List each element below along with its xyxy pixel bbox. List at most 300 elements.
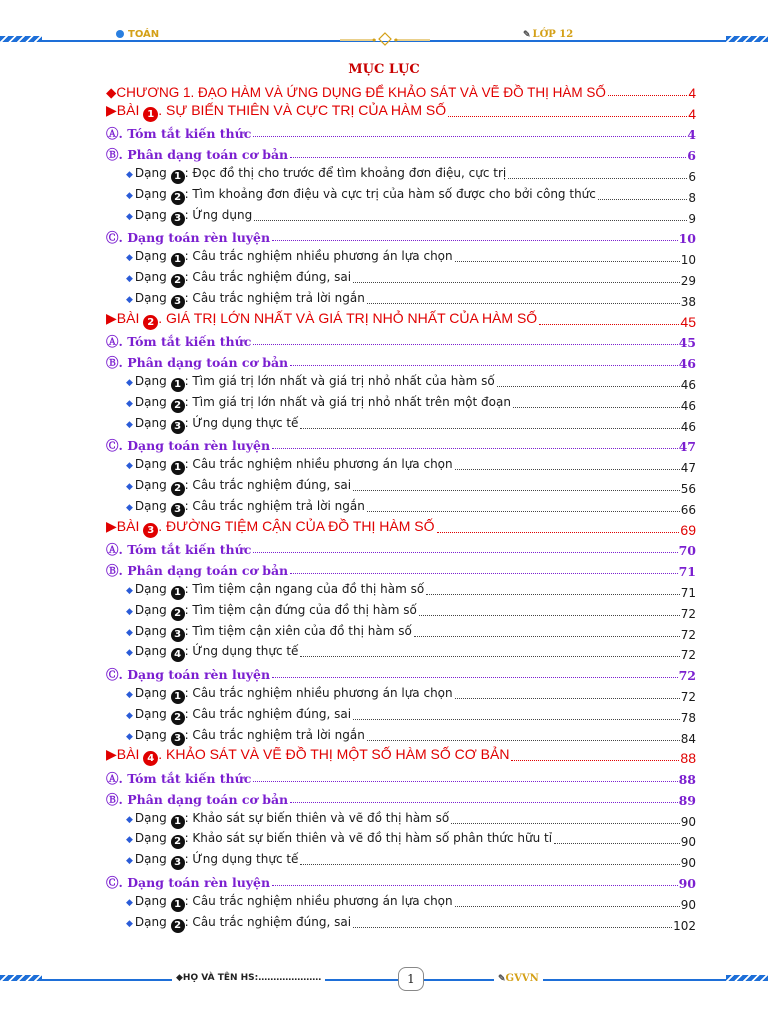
diamond-bullet-icon: ◆	[126, 377, 133, 388]
item-text: : Đọc đồ thị cho trước để tìm khoảng đơn điệu, cực trị	[184, 165, 507, 180]
diamond-bullet-icon: ◆	[126, 481, 133, 492]
lesson-title-text: ĐƯỜNG TIỆM CẬN CỦA ĐỒ THỊ HÀM SỐ	[166, 517, 435, 534]
lesson-title-text: SỰ BIẾN THIÊN VÀ CỰC TRỊ CỦA HÀM SỐ	[166, 101, 447, 118]
play-arrow-icon: ▶	[106, 309, 117, 326]
lesson-prefix: BÀI	[116, 101, 140, 118]
item-title	[126, 395, 511, 413]
toc-item[interactable]	[106, 413, 696, 434]
section-title: Ⓐ. Tóm tắt kiến thức	[106, 542, 252, 558]
dot-leader	[353, 927, 672, 928]
diamond-bullet-icon: ◆	[126, 814, 133, 825]
item-number-badge: 1	[171, 815, 185, 829]
table-of-contents	[106, 80, 696, 933]
section-title: Ⓒ. Dạng toán rèn luyện	[106, 230, 271, 246]
check-circle-icon	[116, 30, 124, 38]
item-title	[126, 499, 365, 517]
header-stripe-right	[726, 36, 768, 42]
toc-section[interactable]	[106, 122, 696, 143]
footer-stripe-right	[726, 975, 768, 981]
diamond-bullet-icon: ◆	[126, 856, 133, 867]
lesson-title-text: KHẢO SÁT VÀ VẼ ĐỒ THỊ MỘT SỐ HÀM SỐ CƠ BẢN	[166, 746, 510, 763]
footer-author-text: GVVN	[505, 973, 539, 984]
footer-stripe-left	[0, 975, 42, 981]
section-title: Ⓑ. Phân dạng toán cơ bản	[106, 791, 289, 807]
lesson-number-badge: 1	[143, 107, 158, 122]
dot-leader	[290, 573, 677, 574]
item-text: : Câu trắc nghiệm đúng, sai	[184, 914, 352, 929]
item-label: Dạng	[134, 457, 167, 472]
dot-leader	[455, 261, 680, 262]
toc-item[interactable]	[106, 704, 696, 725]
item-number-badge: 3	[171, 295, 185, 309]
lesson-title: ▶BÀI 2 . GIÁ TRỊ LỚN NHẤT VÀ GIÁ TRỊ NHỎ NHẤT CỦA HÀM SỐ	[106, 309, 538, 328]
toc-section[interactable]	[106, 787, 696, 808]
dot-leader	[511, 760, 679, 761]
dot-leader	[300, 656, 679, 657]
item-label: Dạng	[134, 581, 167, 596]
toc-item[interactable]	[106, 849, 696, 870]
item-text: : Câu trắc nghiệm nhiều phương án lựa chọn	[184, 249, 453, 264]
item-page: 72	[680, 648, 696, 663]
section-page: 47	[678, 439, 696, 455]
item-title	[126, 894, 453, 912]
dot-leader	[272, 240, 678, 241]
item-number-badge: 2	[171, 191, 185, 205]
toc-item[interactable]	[106, 912, 696, 933]
toc-section[interactable]	[106, 558, 696, 579]
diamond-bullet-icon: ◆	[126, 253, 133, 264]
item-text: : Câu trắc nghiệm nhiều phương án lựa chọn	[184, 685, 453, 700]
item-label: Dạng	[134, 727, 167, 742]
item-number-badge: 1	[171, 461, 185, 475]
item-page: 46	[680, 377, 696, 392]
lesson-prefix: BÀI	[116, 309, 140, 326]
toc-item[interactable]	[106, 683, 696, 704]
item-text: : Câu trắc nghiệm trả lời ngắn	[184, 290, 365, 305]
item-text: : Câu trắc nghiệm nhiều phương án lựa chọn	[184, 457, 453, 472]
dot-leader	[598, 199, 687, 200]
item-label: Dạng	[134, 831, 167, 846]
section-title: Ⓒ. Dạng toán rèn luyện	[106, 875, 271, 891]
item-text: : Tìm tiệm cận xiên của đồ thị hàm số	[184, 623, 412, 638]
item-text: : Tìm giá trị lớn nhất và giá trị nhỏ nhất trên một đoạn	[184, 394, 511, 409]
lesson-prefix: BÀI	[116, 517, 140, 534]
item-page: 71	[680, 585, 696, 600]
item-page: 90	[680, 814, 696, 829]
item-title	[126, 603, 417, 621]
dot-leader	[426, 594, 680, 595]
item-label: Dạng	[134, 498, 167, 513]
item-text: : Câu trắc nghiệm đúng, sai	[184, 706, 352, 721]
item-page: 78	[680, 710, 696, 725]
toc-item[interactable]	[106, 454, 696, 475]
dot-leader	[539, 324, 679, 325]
item-title	[126, 915, 351, 933]
item-label: Dạng	[134, 893, 167, 908]
item-label: Dạng	[134, 852, 167, 867]
toc-item[interactable]	[106, 600, 696, 621]
dot-leader	[419, 615, 680, 616]
dot-leader	[437, 532, 680, 533]
footer-rule	[42, 979, 726, 981]
diamond-bullet-icon: ◆	[126, 731, 133, 742]
toc-section[interactable]	[106, 330, 696, 351]
item-text: : Khảo sát sự biến thiên và vẽ đồ thị hàm số phân thức hữu tỉ	[184, 831, 553, 846]
section-page: 89	[678, 792, 696, 808]
item-number-badge: 3	[171, 503, 185, 517]
item-title	[126, 831, 552, 849]
dot-leader	[253, 136, 686, 137]
toc-section[interactable]	[106, 226, 696, 247]
item-text: : Tìm tiệm cận đứng của đồ thị hàm số	[184, 602, 417, 617]
diamond-bullet-icon: ◆	[126, 835, 133, 846]
diamond-bullet-icon: ◆	[126, 585, 133, 596]
item-number-badge: 2	[171, 607, 185, 621]
item-page: 29	[680, 273, 696, 288]
item-number-badge: 4	[171, 648, 185, 662]
dot-leader	[367, 511, 680, 512]
dot-leader	[414, 636, 680, 637]
lesson-title: ▶BÀI 3 . ĐƯỜNG TIỆM CẬN CỦA ĐỒ THỊ HÀM SỐ	[106, 517, 435, 536]
dot-leader	[367, 303, 680, 304]
item-label: Dạng	[134, 623, 167, 638]
page-title: MỤC LỤC	[348, 62, 420, 77]
dot-leader	[300, 864, 679, 865]
diamond-bullet-icon: ◆	[126, 918, 133, 929]
item-label: Dạng	[134, 394, 167, 409]
section-title: Ⓑ. Phân dạng toán cơ bản	[106, 563, 289, 579]
diamond-bullet-icon: ◆	[126, 502, 133, 513]
item-page: 66	[680, 502, 696, 517]
lesson-title: ▶BÀI 4 . KHẢO SÁT VÀ VẼ ĐỒ THỊ MỘT SỐ HÀM SỐ CƠ BẢN	[106, 746, 510, 765]
toc-item[interactable]	[106, 621, 696, 642]
item-text: : Câu trắc nghiệm đúng, sai	[184, 269, 352, 284]
item-text: : Câu trắc nghiệm trả lời ngắn	[184, 727, 365, 742]
diamond-bullet-icon: ◆	[126, 211, 133, 222]
item-page: 90	[680, 897, 696, 912]
item-title	[126, 187, 596, 205]
item-number-badge: 1	[171, 253, 185, 267]
item-page: 46	[680, 419, 696, 434]
dot-leader	[451, 823, 679, 824]
item-page: 10	[680, 253, 696, 268]
lesson-page: 4	[688, 105, 696, 122]
diamond-bullet-icon: ◆	[126, 627, 133, 638]
item-number-badge: 2	[171, 711, 185, 725]
lesson-page: 45	[680, 313, 696, 330]
item-text: : Tìm giá trị lớn nhất và giá trị nhỏ nhất của hàm số	[184, 373, 495, 388]
dot-leader	[455, 698, 680, 699]
toc-lesson[interactable]	[106, 746, 696, 767]
item-label: Dạng	[134, 415, 167, 430]
item-label: Dạng	[134, 207, 167, 222]
item-title	[126, 208, 252, 226]
footer-name-label: HỌ VÀ TÊN HS:	[182, 973, 259, 983]
item-label: Dạng	[134, 186, 167, 201]
diamond-icon: ◆	[176, 973, 183, 983]
header-ornament-icon	[340, 32, 430, 46]
toc-item[interactable]	[106, 267, 696, 288]
diamond-bullet-icon: ◆	[126, 190, 133, 201]
toc-item[interactable]	[106, 808, 696, 829]
item-number-badge: 3	[171, 420, 185, 434]
item-page: 56	[680, 481, 696, 496]
chapter-text: CHƯƠNG 1. ĐẠO HÀM VÀ ỨNG DỤNG ĐỂ KHẢO SÁT VÀ VẼ ĐỒ THỊ HÀM SỐ	[116, 84, 606, 100]
item-label: Dạng	[134, 914, 167, 929]
item-page: 6	[688, 169, 696, 184]
toc-lesson[interactable]	[106, 101, 696, 122]
item-text: : Câu trắc nghiệm nhiều phương án lựa chọn	[184, 893, 453, 908]
page-header	[0, 26, 768, 56]
toc-item[interactable]	[106, 205, 696, 226]
section-page: 10	[678, 231, 696, 247]
item-number-badge: 1	[171, 378, 185, 392]
toc-section[interactable]	[106, 662, 696, 683]
section-page: 90	[678, 876, 696, 892]
item-number-badge: 2	[171, 274, 185, 288]
footer-name-blank: …………………	[258, 973, 322, 983]
item-page: 72	[680, 689, 696, 704]
item-label: Dạng	[134, 685, 167, 700]
item-number-badge: 2	[171, 399, 185, 413]
item-text: : Câu trắc nghiệm đúng, sai	[184, 477, 352, 492]
item-number-badge: 3	[171, 628, 185, 642]
dot-leader	[497, 386, 680, 387]
toc-item[interactable]	[106, 642, 696, 663]
item-text: : Ứng dụng	[184, 207, 253, 222]
item-title	[126, 852, 298, 870]
item-title	[126, 707, 351, 725]
item-label: Dạng	[134, 644, 167, 659]
section-title: Ⓒ. Dạng toán rèn luyện	[106, 438, 271, 454]
footer-student-name	[172, 973, 325, 983]
section-title: Ⓑ. Phân dạng toán cơ bản	[106, 355, 289, 371]
lesson-number-badge: 4	[143, 751, 158, 766]
section-title: Ⓐ. Tóm tắt kiến thức	[106, 126, 252, 142]
dot-leader	[367, 740, 680, 741]
item-label: Dạng	[134, 269, 167, 284]
item-number-badge: 1	[171, 690, 185, 704]
item-text: : Ứng dụng thực tế	[184, 644, 299, 659]
header-grade	[523, 29, 573, 40]
item-label: Dạng	[134, 290, 167, 305]
lesson-title: ▶BÀI 1 . SỰ BIẾN THIÊN VÀ CỰC TRỊ CỦA HÀM SỐ	[106, 101, 447, 120]
item-title	[126, 166, 506, 184]
dot-leader	[272, 885, 678, 886]
page-footer	[0, 965, 768, 995]
diamond-bullet-icon: ◆	[126, 648, 133, 659]
item-number-badge: 2	[171, 919, 185, 933]
item-page: 47	[680, 461, 696, 476]
toc-section[interactable]	[106, 870, 696, 891]
item-label: Dạng	[134, 373, 167, 388]
diamond-bullet-icon: ◆	[126, 273, 133, 284]
dot-leader	[272, 448, 678, 449]
item-label: Dạng	[134, 249, 167, 264]
item-title	[126, 374, 495, 392]
toc-lesson[interactable]	[106, 517, 696, 538]
toc-item[interactable]	[106, 288, 696, 309]
dot-leader	[455, 906, 680, 907]
item-title	[126, 478, 351, 496]
dot-leader	[508, 178, 687, 179]
item-title	[126, 582, 424, 600]
item-page: 38	[680, 294, 696, 309]
item-page: 84	[680, 731, 696, 746]
item-label: Dạng	[134, 706, 167, 721]
item-title	[126, 270, 351, 288]
item-page: 90	[680, 835, 696, 850]
chapter-title	[106, 85, 606, 101]
section-page: 46	[678, 356, 696, 372]
section-page: 6	[687, 148, 696, 164]
toc-item[interactable]	[106, 829, 696, 850]
header-stripe-left	[0, 36, 42, 42]
play-arrow-icon: ▶	[106, 101, 117, 118]
lesson-page: 69	[680, 521, 696, 538]
section-page: 70	[678, 543, 696, 559]
dot-leader	[455, 469, 680, 470]
section-title: Ⓐ. Tóm tắt kiến thức	[106, 334, 252, 350]
item-label: Dạng	[134, 810, 167, 825]
item-page: 72	[680, 606, 696, 621]
lesson-number-badge: 3	[143, 523, 158, 538]
header-subject	[116, 29, 159, 40]
toc-item[interactable]	[106, 371, 696, 392]
diamond-bullet-icon: ◆	[126, 689, 133, 700]
dot-leader	[353, 719, 680, 720]
dot-leader	[290, 802, 677, 803]
section-page: 72	[678, 668, 696, 684]
dot-leader	[253, 552, 677, 553]
section-title: Ⓒ. Dạng toán rèn luyện	[106, 667, 271, 683]
dot-leader	[290, 365, 677, 366]
toc-item[interactable]	[106, 392, 696, 413]
item-text: : Khảo sát sự biến thiên và vẽ đồ thị hàm số	[184, 810, 450, 825]
item-number-badge: 1	[171, 586, 185, 600]
toc-item[interactable]	[106, 725, 696, 746]
diamond-bullet-icon: ◆	[126, 897, 133, 908]
footer-author	[494, 973, 543, 984]
item-number-badge: 2	[171, 482, 185, 496]
dot-leader	[253, 344, 677, 345]
dot-leader	[300, 428, 679, 429]
toc-item[interactable]	[106, 475, 696, 496]
item-number-badge: 2	[171, 835, 185, 849]
dot-leader	[290, 157, 686, 158]
toc-item[interactable]	[106, 496, 696, 517]
dot-leader	[513, 407, 680, 408]
diamond-bullet-icon: ◆	[126, 461, 133, 472]
item-title	[126, 811, 449, 829]
lesson-title-text: GIÁ TRỊ LỚN NHẤT VÀ GIÁ TRỊ NHỎ NHẤT CỦA HÀM SỐ	[166, 309, 538, 326]
section-page: 45	[678, 335, 696, 351]
item-text: : Ứng dụng thực tế	[184, 852, 299, 867]
item-title	[126, 624, 412, 642]
dot-leader	[253, 781, 677, 782]
item-title	[126, 457, 453, 475]
item-title	[126, 686, 453, 704]
item-page: 72	[680, 627, 696, 642]
toc-section[interactable]	[106, 538, 696, 559]
toc-item[interactable]	[106, 246, 696, 267]
item-title	[126, 291, 365, 309]
toc-item[interactable]	[106, 891, 696, 912]
dot-leader	[554, 843, 680, 844]
item-number-badge: 3	[171, 212, 185, 226]
section-title: Ⓐ. Tóm tắt kiến thức	[106, 771, 252, 787]
item-number-badge: 3	[171, 856, 185, 870]
item-text: : Câu trắc nghiệm trả lời ngắn	[184, 498, 365, 513]
section-page: 4	[687, 127, 696, 143]
item-number-badge: 3	[171, 732, 185, 746]
item-page: 8	[688, 190, 696, 205]
item-title	[126, 416, 298, 434]
toc-section[interactable]	[106, 142, 696, 163]
lesson-number-badge: 2	[143, 315, 158, 330]
item-title	[126, 728, 365, 746]
toc-item[interactable]	[106, 579, 696, 600]
dot-leader	[353, 490, 680, 491]
item-label: Dạng	[134, 165, 167, 180]
dot-leader	[608, 95, 688, 96]
item-number-badge: 1	[171, 170, 185, 184]
item-number-badge: 1	[171, 898, 185, 912]
item-text: : Ứng dụng thực tế	[184, 415, 299, 430]
diamond-bullet-icon: ◆	[126, 419, 133, 430]
dot-leader	[272, 677, 678, 678]
lesson-prefix: BÀI	[116, 746, 140, 763]
section-page: 71	[678, 564, 696, 580]
dot-leader	[254, 220, 687, 221]
toc-section[interactable]	[106, 766, 696, 787]
toc-item[interactable]	[106, 184, 696, 205]
header-grade-text: LỚP 12	[532, 29, 574, 40]
toc-section[interactable]	[106, 434, 696, 455]
dot-leader	[353, 282, 680, 283]
item-title	[126, 644, 298, 662]
item-page: 46	[680, 398, 696, 413]
diamond-bullet-icon: ◆	[126, 169, 133, 180]
toc-chapter[interactable]	[106, 80, 696, 101]
edit-icon: ✎	[523, 30, 531, 40]
diamond-bullet-icon: ◆	[126, 398, 133, 409]
item-text: : Tìm khoảng đơn điệu và cực trị của hàm số được cho bởi công thức	[184, 186, 596, 201]
dot-leader	[448, 116, 687, 117]
diamond-bullet-icon: ◆	[126, 294, 133, 305]
diamond-bullet-icon: ◆	[126, 710, 133, 721]
toc-item[interactable]	[106, 163, 696, 184]
item-page: 102	[673, 918, 696, 933]
header-subject-text: TOÁN	[128, 29, 160, 40]
diamond-bullet-icon: ◆	[126, 606, 133, 617]
item-title	[126, 249, 453, 267]
diamond-icon: ◆	[106, 84, 117, 100]
item-text: : Tìm tiệm cận ngang của đồ thị hàm số	[184, 581, 425, 596]
lesson-page: 88	[680, 750, 696, 767]
item-label: Dạng	[134, 477, 167, 492]
section-page: 88	[678, 772, 696, 788]
item-page: 9	[688, 211, 696, 226]
play-arrow-icon: ▶	[106, 746, 117, 763]
edit-icon: ✎	[498, 974, 506, 984]
item-page: 90	[680, 856, 696, 871]
play-arrow-icon: ▶	[106, 517, 117, 534]
chapter-page: 4	[688, 85, 696, 101]
toc-section[interactable]	[106, 350, 696, 371]
item-label: Dạng	[134, 602, 167, 617]
toc-lesson[interactable]	[106, 309, 696, 330]
